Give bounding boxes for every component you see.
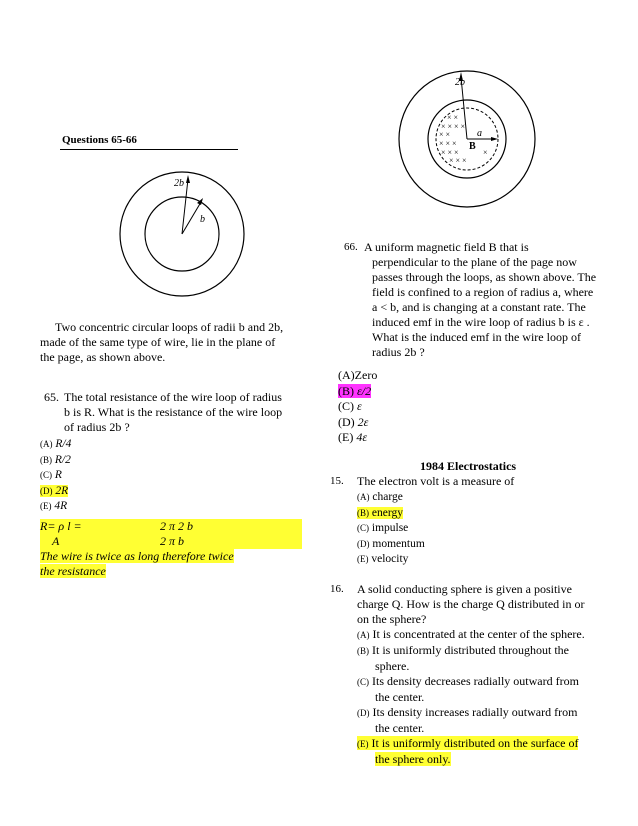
magnetic-field-figure <box>387 55 547 220</box>
question-line: What is the induced emf in the wire loop of <box>372 330 581 344</box>
magnetic-field-label-B: B <box>469 141 476 152</box>
intro-line: made of the same type of wire, lie in the plane of <box>40 335 276 349</box>
svg-text:× × × ×: × × × × <box>441 122 466 131</box>
question-line: perpendicular to the plane of the page now <box>372 255 577 269</box>
option-d[interactable]: (D) 2ε <box>338 414 369 429</box>
question-stem-line: A solid conducting sphere is given a positive <box>357 582 572 596</box>
option-b[interactable]: (B) It is uniformly distributed throughout the sphere. <box>357 643 569 673</box>
question-number: 66. <box>344 241 358 253</box>
question-number: 15. <box>330 475 344 487</box>
svg-text:× × ×: × × × <box>441 148 459 157</box>
question-line: passes through the loops, as shown above. The <box>372 270 597 284</box>
question-stem-line: on the sphere? <box>357 612 427 626</box>
outer-radius-label-2b: 2b <box>455 77 465 88</box>
question-number: 16. <box>330 583 344 595</box>
question-stem-line: charge Q. How is the charge Q distributed in or <box>357 597 585 611</box>
option-a[interactable]: (A) It is concentrated at the center of the sphere. <box>357 627 585 641</box>
question-number: 65. <box>44 390 59 404</box>
q65-options <box>40 437 240 515</box>
question-15 <box>330 474 610 568</box>
intro-text <box>40 320 310 365</box>
question-65 <box>40 390 320 435</box>
question-line: The total resistance of the wire loop of radius <box>64 390 282 404</box>
solution-block <box>40 519 302 579</box>
option-e[interactable]: (E) velocity <box>357 553 409 565</box>
concentric-loops-figure <box>110 150 260 300</box>
option-a[interactable]: (A) charge <box>357 491 403 503</box>
option-a[interactable]: (A)Zero <box>338 368 378 382</box>
option-b[interactable]: (B) R/2 <box>40 453 71 466</box>
option-c[interactable]: (C) ε <box>338 399 362 413</box>
solution-denominator-right: 2 π b <box>160 534 185 548</box>
svg-text:× ×: × × <box>439 130 451 139</box>
solution-explanation-cont: the resistance <box>40 564 106 578</box>
intro-line: the page, as shown above. <box>40 350 166 364</box>
option-c[interactable]: (C) impulse <box>357 522 409 534</box>
question-line: field is confined to a region of radius a, where <box>372 285 594 299</box>
question-line: A uniform magnetic field B that is <box>364 240 529 254</box>
questions-heading: Questions 65-66 <box>62 134 137 146</box>
question-stem: The electron volt is a measure of <box>357 474 515 488</box>
option-b-correct[interactable]: (B) ε/2 <box>338 383 372 398</box>
svg-text:× ×: × × <box>447 113 459 122</box>
option-a[interactable]: (A) R/4 <box>40 438 72 450</box>
outer-radius-label: 2b <box>174 178 184 189</box>
question-line: a < b, and is changing at a constant rate. The <box>372 300 586 314</box>
option-e[interactable]: (E) 4ε <box>338 430 368 444</box>
solution-explanation: The wire is twice as long therefore twice <box>40 549 234 563</box>
q66-options <box>338 368 458 446</box>
question-line: radius 2b ? <box>372 345 425 359</box>
question-line: induced emf in the wire loop of radius b is ε . <box>372 315 590 329</box>
question-line: b is R. What is the resistance of the wire loop <box>64 405 283 419</box>
option-d-correct[interactable]: (D) 2R <box>40 484 69 497</box>
svg-text:× × ×: × × × <box>439 139 457 148</box>
section-title: 1984 Electrostatics <box>420 459 517 473</box>
option-b-correct[interactable]: (B) energy <box>357 506 403 519</box>
svg-text:×: × <box>483 148 488 157</box>
option-d[interactable]: (D) Its density increases radially outward from the center. <box>357 705 578 735</box>
field-radius-label-a: a <box>477 128 482 139</box>
option-c[interactable]: (C) R <box>40 469 62 481</box>
question-66 <box>340 240 610 360</box>
option-c[interactable]: (C) Its density decreases radially outward from the center. <box>357 674 579 704</box>
solution-formula-right: 2 π 2 b <box>160 519 194 533</box>
solution-denominator-left: A <box>52 534 60 548</box>
question-line: of radius 2b ? <box>64 420 130 434</box>
option-e-correct[interactable]: (E) It is uniformly distributed on the surface of the sphere only. <box>357 736 579 766</box>
option-d[interactable]: (D) momentum <box>357 537 425 550</box>
svg-text:× × ×: × × × <box>449 156 467 165</box>
intro-line: Two concentric circular loops of radii b and 2b, <box>55 320 284 334</box>
question-16 <box>330 582 620 767</box>
inner-radius-label: b <box>200 214 205 225</box>
option-e[interactable]: (E) 4R <box>40 500 68 512</box>
solution-formula-left: R= ρ l = <box>40 519 82 533</box>
